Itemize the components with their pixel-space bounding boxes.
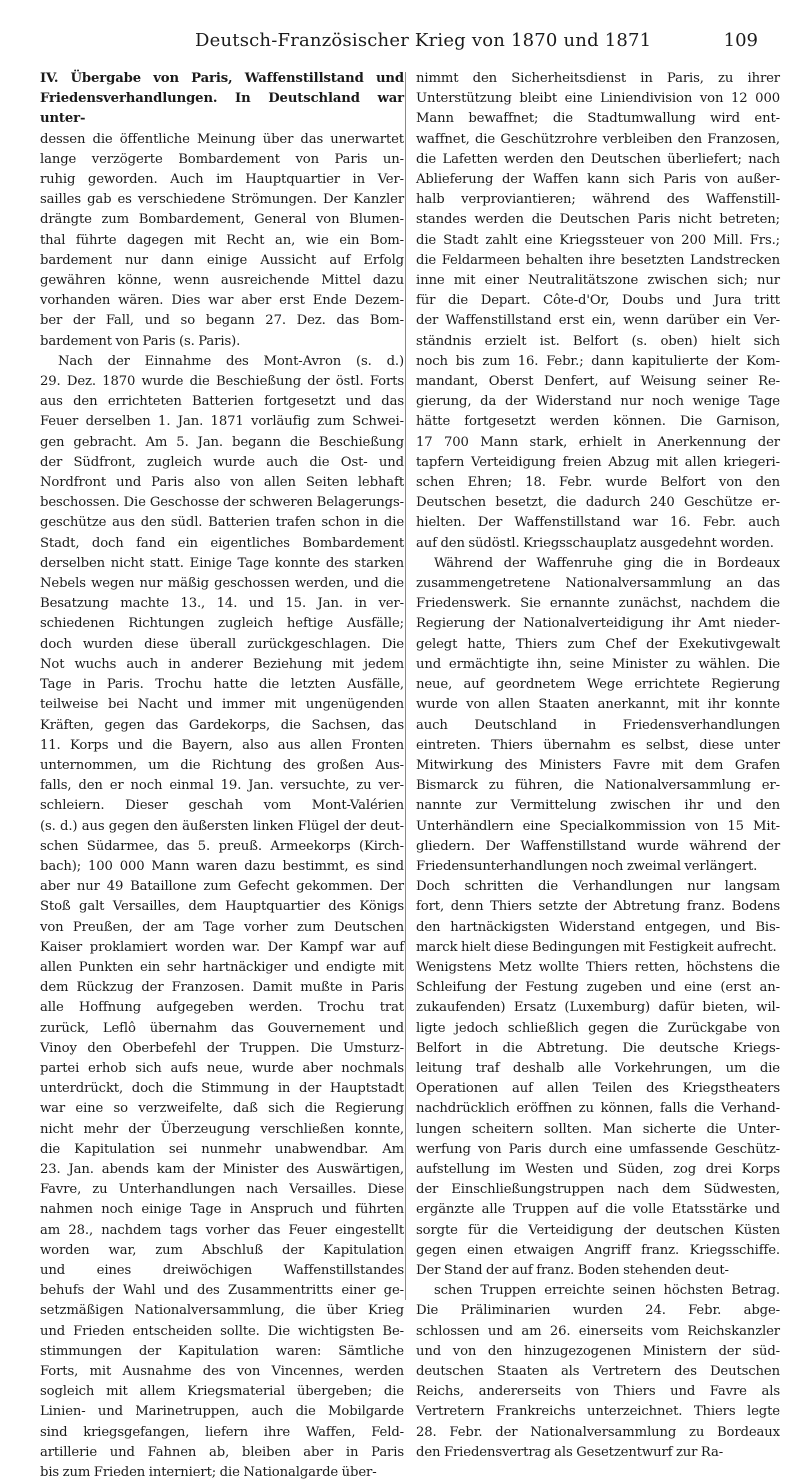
text-line: Bismarck zu führen, die Nationalversammlung er-	[416, 778, 780, 794]
text-line: thal führte dagegen mit Recht an, wie ein Bom-	[40, 232, 404, 248]
text-line: nachdrücklich eröffnen zu können, falls die Verhand-	[416, 1101, 780, 1117]
text-line: aber nur 49 Bataillone zum Gefecht gekommen. Der	[40, 879, 404, 895]
text-line: fort, denn Thiers setzte der Abtretung franz. Bodens	[416, 899, 780, 915]
text-line: IV. Übergabe von Paris, Waffenstillstand und	[40, 71, 404, 86]
text-line: allen Punkten ein sehr hartnäckiger und endigte mit	[40, 959, 404, 975]
text-line: Stadt, doch fand ein eigentliches Bombardement	[40, 535, 404, 551]
text-line: gelegt hatte, Thiers zum Chef der Exekutivgewalt	[416, 636, 780, 652]
text-line: Friedenswerk. Sie ernannte zunächst, nachdem die	[416, 596, 780, 612]
text-line: eintreten. Thiers übernahm es selbst, diese unter	[416, 737, 780, 753]
text-line: Der Stand der auf franz. Boden stehenden deut-	[416, 1262, 729, 1278]
text-line: Schleifung der Festung zugeben und eine (erst an-	[416, 980, 780, 996]
text-line: Feuer derselben 1. Jan. 1871 vorläufig zum Schwei-	[40, 414, 404, 430]
text-line: aufstellung im Westen und Süden, zog drei Korps	[416, 1161, 780, 1177]
text-line: den Friedensvertrag als Gesetzentwurf zur Ra-	[416, 1444, 724, 1460]
text-line: werfung von Paris durch eine umfassende Geschütz-	[416, 1141, 780, 1157]
text-line: und ermächtigte ihn, seine Minister zu wählen. Die	[416, 656, 780, 672]
text-line: worden war, zum Abschluß der Kapitulation	[40, 1242, 404, 1258]
text-line: hielten. Der Waffenstillstand war 16. Febr. auch	[416, 515, 780, 531]
text-line: die Stadt zahlt eine Kriegssteuer von 200 Mill. Frs.;	[416, 232, 780, 248]
text-line: partei erhob sich aufs neue, wurde aber nochmals	[40, 1060, 404, 1076]
text-line: für die Depart. Côte-d'Or, Doubs und Jura tritt	[416, 293, 780, 309]
text-line: drängte zum Bombardement, General von Blumen-	[40, 212, 404, 228]
text-line: Linien- und Marinetruppen, auch die Mobilgarde	[40, 1404, 404, 1420]
text-line: von Preußen, der am Tage vorher zum Deutschen	[40, 919, 404, 935]
text-line: alle Hoffnung aufgegeben werden. Trochu trat	[40, 1000, 404, 1016]
page-number: 109	[723, 30, 758, 51]
text-line: auf den südöstl. Kriegsschauplatz ausgedehnt worden.	[416, 535, 774, 551]
text-line: schlossen und am 26. einerseits vom Reichskanzler	[416, 1323, 780, 1339]
text-line: lungen scheitern sollten. Man sicherte die Unter-	[416, 1121, 780, 1137]
text-line: ligte jedoch schließlich gegen die Zurückgabe von	[416, 1020, 780, 1036]
text-line: dessen die öffentliche Meinung über das unerwartet	[40, 131, 404, 147]
text-line: Nebels wegen nur mäßig geschossen werden, und die	[40, 576, 404, 592]
text-line: schleiern. Dieser geschah vom Mont-Valérien	[40, 798, 404, 814]
right-column	[416, 69, 780, 1463]
text-line: zukaufenden) Ersatz (Luxemburg) dafür bieten, wil-	[416, 1000, 780, 1016]
text-line: Doch schritten die Verhandlungen nur langsam	[416, 879, 780, 895]
text-line: Belfort in die Abtretung. Die deutsche Kriegs-	[416, 1040, 780, 1056]
text-line: artillerie und Fahnen ab, bleiben aber in Paris	[40, 1444, 404, 1460]
text-line: ständnis erzielt ist. Belfort (s. oben) hielt sich	[416, 333, 780, 349]
text-line: geschütze aus den südl. Batterien trafen schon in die	[40, 515, 404, 531]
text-line: vorhanden wären. Dies war aber erst Ende Dezem-	[40, 293, 404, 309]
text-line: wurde von allen Staaten anerkannt, mit ihr konnte	[416, 697, 780, 713]
text-line: Während der Waffenruhe ging die in Bordeaux	[434, 555, 780, 571]
text-line: Regierung der Nationalverteidigung ihr Amt nieder-	[416, 616, 780, 632]
text-line: Reichs, andererseits von Thiers und Favre als	[416, 1384, 780, 1400]
text-line: nahmen noch einige Tage in Anspruch und führten	[40, 1202, 404, 1218]
text-line: 28. Febr. der Nationalversammlung zu Bordeaux	[416, 1424, 780, 1440]
text-line: Vertretern Frankreichs unterzeichnet. Thiers legte	[416, 1404, 780, 1420]
text-line: Friedensverhandlungen. In Deutschland war unter-	[40, 91, 404, 127]
text-line: der Einschließungstruppen nach dem Südwesten,	[416, 1182, 780, 1198]
text-line: schen Südarmee, das 5. preuß. Armeekorps (Kirch-	[40, 838, 404, 854]
text-line: schiedenen Richtungen zugleich heftige Ausfälle;	[40, 616, 404, 632]
text-line: nannte zur Vermittelung zwischen ihr und den	[416, 798, 780, 814]
text-line: unternommen, um die Richtung des großen Aus-	[40, 757, 404, 773]
text-line: der Waffenstillstand erst ein, wenn darüber ein Ver-	[416, 313, 780, 329]
text-line: Unterstützung bleibt eine Liniendivision von 12 000	[416, 91, 780, 107]
text-line: Deutschen besetzt, die dadurch 240 Geschütze er-	[416, 495, 780, 511]
text-line: unterdrückt, doch die Stimmung in der Hauptstadt	[40, 1081, 404, 1097]
text-line: bach); 100 000 Mann waren dazu bestimmt, es sind	[40, 858, 404, 874]
text-line: sogleich mit allem Kriegsmaterial übergeben; die	[40, 1384, 404, 1400]
text-line: falls, den er noch einmal 19. Jan. versuchte, zu ver-	[40, 778, 404, 794]
text-line: Friedensunterhandlungen noch zweimal verlängert.	[416, 858, 758, 874]
text-line: ruhig geworden. Auch im Hauptquartier in Ver-	[40, 172, 404, 188]
text-line: nicht mehr der Überzeugung verschließen konnte,	[40, 1121, 404, 1137]
text-line: Wenigstens Metz wollte Thiers retten, höchstens die	[416, 959, 780, 975]
text-line: Kräften, gegen das Gardekorps, die Sachsen, das	[40, 717, 404, 733]
text-line: am 28., nachdem tags vorher das Feuer eingestellt	[40, 1222, 404, 1238]
text-line: der Südfront, zugleich wurde auch die Ost- und	[40, 454, 404, 470]
text-line: sind kriegsgefangen, liefern ihre Waffen, Feld-	[40, 1424, 404, 1440]
text-line: waffnet, die Geschützrohre verbleiben den Franzosen,	[416, 131, 780, 147]
text-line: zusammengetretene Nationalversammlung an das	[416, 576, 780, 592]
text-line: gegen einen etwaigen Angriff franz. Kriegsschiffe.	[416, 1242, 780, 1258]
text-line: hätte fortgesetzt werden können. Die Garnison,	[416, 414, 780, 430]
text-line: derselben nicht statt. Einige Tage konnte des starken	[40, 555, 404, 571]
text-line: war eine so verzweifelte, daß sich die Regierung	[40, 1101, 404, 1117]
text-line: ber der Fall, und so begann 27. Dez. das Bom-	[40, 313, 404, 329]
text-line: ergänzte alle Truppen auf die volle Etatsstärke und	[416, 1202, 780, 1218]
text-line: und Frieden entscheiden sollte. Die wichtigsten Be-	[40, 1323, 404, 1339]
text-line: Nach der Einnahme des Mont-Avron (s. d.)	[58, 353, 404, 369]
text-line: inne mit einer Neutralitätszone zwischen sich; nur	[416, 273, 780, 289]
text-line: Not wuchs auch in anderer Beziehung mit jedem	[40, 656, 404, 672]
text-line: die Kapitulation sei nunmehr unabwendbar. Am	[40, 1141, 404, 1157]
page-header	[40, 30, 770, 56]
text-line: sorgte für die Verteidigung der deutschen Küsten	[416, 1222, 780, 1238]
text-line: bardement von Paris (s. Paris).	[40, 333, 241, 349]
text-line: die Feldarmeen behalten ihre besetzten Landstrecken	[416, 252, 780, 268]
text-line: und von den hinzugezogenen Ministern der süd-	[416, 1343, 780, 1359]
text-line: schen Truppen erreichte seinen höchsten Betrag.	[434, 1283, 780, 1299]
text-line: und eines dreiwöchigen Waffenstillstandes	[40, 1262, 404, 1278]
text-line: behufs der Wahl und des Zusammentritts einer ge-	[40, 1283, 404, 1299]
text-line: Mitwirkung des Ministers Favre mit dem Grafen	[416, 757, 780, 773]
text-line: gen gebracht. Am 5. Jan. begann die Beschießung	[40, 434, 404, 450]
text-line: den hartnäckigsten Widerstand entgegen, und Bis-	[416, 919, 780, 935]
text-line: Nordfront und Paris also von allen Seiten lebhaft	[40, 475, 404, 491]
text-line: Mann bewaffnet; die Stadtumwallung wird ent-	[416, 111, 780, 127]
text-line: gewähren könne, wenn ausreichende Mittel dazu	[40, 273, 404, 289]
text-line: Tage in Paris. Trochu hatte die letzten Ausfälle,	[40, 677, 404, 693]
text-line: 29. Dez. 1870 wurde die Beschießung der östl. Forts	[40, 374, 404, 390]
text-line: 23. Jan. abends kam der Minister des Auswärtigen,	[40, 1161, 404, 1177]
text-line: tapfern Verteidigung freien Abzug mit allen kriegeri-	[416, 454, 780, 470]
text-line: (s. d.) aus gegen den äußersten linken Flügel der deut-	[40, 818, 404, 834]
text-line: die Lafetten werden den Deutschen überliefert; nach	[416, 151, 780, 167]
text-line: Forts, mit Ausnahme des von Vincennes, werden	[40, 1364, 404, 1379]
text-line: auch Deutschland in Friedensverhandlungen	[416, 717, 780, 733]
text-line: Unterhändlern eine Specialkommission von 15 Mit-	[416, 818, 780, 834]
text-line: stimmungen der Kapitulation waren: Sämtliche	[40, 1343, 404, 1359]
text-line: beschossen. Die Geschosse der schweren Belagerungs-	[40, 495, 404, 511]
text-line: teilweise bei Nacht und immer mit ungenügenden	[40, 697, 404, 713]
text-line: sailles gab es verschiedene Strömungen. Der Kanzler	[40, 192, 404, 208]
text-line: Stoß galt Versailles, dem Hauptquartier des Königs	[40, 899, 404, 915]
text-line: nimmt den Sicherheitsdienst in Paris, zu ihrer	[416, 71, 780, 86]
text-line: 11. Korps und die Bayern, also aus allen Fronten	[40, 737, 404, 753]
text-line: Besatzung machte 13., 14. und 15. Jan. in ver-	[40, 596, 404, 612]
text-line: aus den errichteten Batterien fortgesetzt und das	[40, 394, 404, 410]
text-line: Kaiser proklamiert worden war. Der Kampf war auf	[40, 939, 404, 955]
text-line: bis zum Frieden interniert; die Nationalgarde über-	[40, 1465, 377, 1481]
text-line: gierung, da der Widerstand nur noch wenige Tage	[416, 394, 780, 410]
text-line: Die Präliminarien wurden 24. Febr. abge-	[416, 1303, 780, 1319]
text-line: standes werden die Deutschen Paris nicht betreten;	[416, 212, 780, 228]
text-line: bardement nur dann einige Aussicht auf Erfolg	[40, 252, 404, 268]
text-line: zurück, Leflô übernahm das Gouvernement und	[40, 1020, 404, 1036]
running-title: Deutsch-Französischer Krieg von 1870 und 1871	[195, 30, 652, 51]
text-line: 17 700 Mann stark, erhielt in Anerkennung der	[416, 434, 780, 450]
left-column	[40, 69, 404, 1483]
column-divider	[405, 72, 406, 1300]
text-line: Operationen auf allen Teilen des Kriegstheaters	[416, 1081, 780, 1097]
text-line: schen Ehren; 18. Febr. wurde Belfort von den	[416, 475, 780, 491]
text-line: Vinoy den Oberbefehl der Truppen. Die Umsturz-	[40, 1040, 404, 1056]
text-line: gliedern. Der Waffenstillstand wurde während der	[416, 838, 780, 854]
text-line: dem Rückzug der Franzosen. Damit mußte in Paris	[40, 980, 404, 996]
text-line: leitung traf deshalb alle Vorkehrungen, um die	[416, 1060, 780, 1076]
text-line: halb verproviantieren; während des Waffenstill-	[416, 192, 780, 208]
text-line: lange verzögerte Bombardement von Paris un-	[40, 151, 404, 167]
text-line: Favre, zu Unterhandlungen nach Versailles. Diese	[40, 1182, 404, 1198]
text-line: doch wurden diese überall zurückgeschlagen. Die	[40, 636, 404, 652]
text-line: mandant, Oberst Denfert, auf Weisung seiner Re-	[416, 374, 780, 390]
text-line: Ablieferung der Waffen kann sich Paris von außer-	[416, 172, 780, 188]
text-line: noch bis zum 16. Febr.; dann kapitulierte der Kom-	[416, 353, 780, 369]
text-line: deutschen Staaten als Vertretern des Deutschen	[416, 1364, 780, 1379]
text-line: neue, auf geordnetem Wege errichtete Regierung	[416, 677, 780, 693]
text-line: marck hielt diese Bedingungen mit Festigkeit aufrecht.	[416, 939, 777, 955]
text-line: setzmäßigen Nationalversammlung, die über Krieg	[40, 1303, 404, 1319]
